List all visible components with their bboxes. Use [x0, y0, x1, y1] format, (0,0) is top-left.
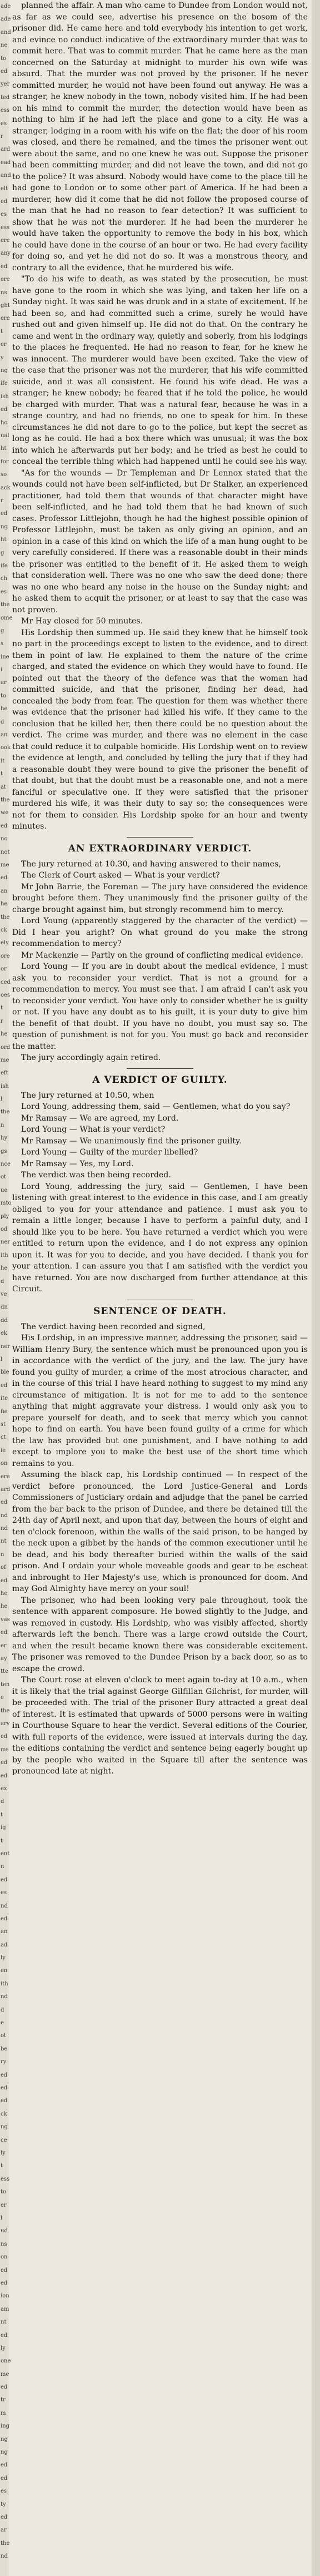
- cutoff-text-fragment: yer: [1, 81, 10, 87]
- cutoff-text-fragment: to: [1, 693, 7, 699]
- article-paragraph: Mr Mackenzie — Partly on the ground of conflicting medical evidence.: [21, 950, 304, 960]
- cutoff-text-fragment: ely: [1, 940, 9, 946]
- article-paragraph: The prisoner, who had been looking very pale throughout, took the sentence with apparent composure. He bowed slightly to the Judge, and was removed in custody. His Lordship, who was visibly affected, shortly afterwards left the bench. There was a large crowd outside the Court, and when the result became known there was considerable excitement. The prisoner was removed to the Dundee Prison by a back door, so as to escape the crowd.: [12, 1596, 308, 1673]
- article-paragraph: The verdict having been recorded and signed,: [21, 1322, 206, 1331]
- article-paragraph: Mr John Barrie, the Foreman — The jury have considered the evidence brought before them. They unanimously find the prisoner guilty of the charge brought against him, but strongly recommend him to mercy.: [12, 882, 308, 914]
- cutoff-text-fragment: ome: [1, 615, 13, 621]
- cutoff-text-fragment: ine: [1, 654, 9, 660]
- cutoff-text-fragment: dn: [1, 1304, 8, 1310]
- cutoff-text-fragment: t: [1, 329, 3, 335]
- article-body-part2: [12, 859, 308, 1064]
- cutoff-text-fragment: g: [1, 628, 4, 634]
- cutoff-text-fragment: ct: [1, 1434, 6, 1440]
- cutoff-text-fragment: ish: [1, 394, 9, 400]
- cutoff-text-fragment: ne: [1, 42, 8, 48]
- cutoff-text-fragment: he: [1, 901, 8, 907]
- cutoff-text-fragment: ten: [1, 1682, 10, 1688]
- heading-extraordinary-verdict: AN EXTRAORDINARY VERDICT.: [68, 843, 252, 854]
- cutoff-text-fragment: and: [1, 29, 11, 36]
- cutoff-text-fragment: e: [1, 2020, 4, 2026]
- cutoff-text-fragment: ig: [1, 1825, 6, 1831]
- cutoff-text-fragment: en: [1, 1968, 8, 1974]
- cutoff-text-fragment: am: [1, 2306, 9, 2312]
- cutoff-text-fragment: ch: [1, 576, 8, 582]
- cutoff-text-fragment: nt: [1, 1538, 7, 1544]
- cutoff-text-fragment: an: [1, 732, 8, 738]
- cutoff-text-fragment: es: [1, 2488, 7, 2494]
- cutoff-text-fragment: ot: [1, 2033, 7, 2039]
- cutoff-text-fragment: an: [1, 1929, 8, 1935]
- cutoff-text-fragment: ore: [1, 953, 10, 959]
- cutoff-text-fragment: ty: [1, 2501, 6, 2508]
- cutoff-text-fragment: ard: [1, 146, 11, 152]
- article-paragraph: The verdict was then being recorded.: [21, 1171, 172, 1180]
- cutoff-text-fragment: nt: [1, 2319, 7, 2325]
- cutoff-text-fragment: ud: [1, 2228, 8, 2234]
- cutoff-text-fragment: ed: [1, 2514, 8, 2520]
- cutoff-text-fragment: ng: [1, 2449, 8, 2455]
- cutoff-text-fragment: ck: [1, 927, 7, 933]
- cutoff-text-fragment: ere: [1, 237, 10, 244]
- cutoff-text-fragment: er: [1, 341, 7, 348]
- cutoff-text-fragment: r: [1, 133, 3, 140]
- cutoff-text-fragment: ed: [1, 875, 8, 881]
- cutoff-text-fragment: r: [1, 498, 3, 504]
- cutoff-text-fragment: for: [1, 459, 9, 465]
- cutoff-text-fragment: ord: [1, 1044, 11, 1051]
- cutoff-text-fragment: ng: [1, 2124, 8, 2130]
- cutoff-text-fragment: any: [1, 250, 11, 256]
- cutoff-text-fragment: ly: [1, 1955, 6, 1961]
- cutoff-text-fragment: ed: [1, 68, 8, 75]
- cutoff-text-fragment: ed: [1, 407, 8, 413]
- heading-sentence-of-death: SENTENCE OF DEATH.: [93, 1305, 227, 1317]
- cutoff-text-fragment: n: [1, 1552, 4, 1558]
- cutoff-text-fragment: oes: [1, 992, 11, 998]
- cutoff-text-fragment: ed: [1, 1629, 8, 1636]
- cutoff-text-fragment: t: [1, 1812, 3, 1818]
- cutoff-text-fragment: it: [1, 758, 5, 764]
- cutoff-text-fragment: d: [1, 719, 4, 725]
- cutoff-text-fragment: ing: [1, 2423, 10, 2429]
- cutoff-text-fragment: od: [1, 1226, 8, 1232]
- cutoff-text-fragment: ade: [1, 3, 11, 9]
- cutoff-text-fragment: t: [1, 771, 3, 777]
- article-paragraph: The jury returned at 10.50, when: [21, 1091, 154, 1100]
- cutoff-text-fragment: to: [1, 2189, 7, 2195]
- cutoff-text-fragment: l: [1, 1096, 3, 1102]
- article-paragraph: Lord Young (apparently staggered by the character of the verdict) — Did I hear you aright? On what ground do you make the strong recommendation to mercy?: [12, 917, 308, 948]
- cutoff-text-fragment: at: [1, 784, 6, 790]
- article-paragraph: The Clerk of Court asked — What is your verdict?: [21, 871, 220, 880]
- cutoff-text-fragment: ry: [1, 2059, 7, 2065]
- cutoff-text-fragment: r: [1, 1018, 3, 1024]
- cutoff-text-fragment: nd: [1, 2553, 8, 2559]
- cutoff-text-fragment: d: [1, 1799, 4, 1805]
- cutoff-text-fragment: ith: [1, 1252, 8, 1259]
- cutoff-text-fragment: me: [1, 1057, 9, 1063]
- cutoff-text-fragment: ng: [1, 2436, 8, 2443]
- cutoff-text-fragment: ho: [1, 420, 8, 426]
- cutoff-text-fragment: ns: [1, 290, 7, 296]
- article-paragraph: Lord Young, addressing the jury, said — Gentlemen, I have been listening with great interest to the evidence in this case, and I am greatly obliged to you for your attendance and patience. I must ask you to remain a little longer, because I have to perform a painful duty, and I should like you to be here. You have returned a verdict which you were entitled to return upon the evidence, and I do not express any opinion upon it. It was for you to decide, and you have decided. I thank you for your attention. I can assure you that I am satisfied with the verdict you have returned. You are now discharged from further attendance at this Circuit.: [12, 1182, 308, 1294]
- cutoff-text-fragment: the: [1, 1708, 10, 1714]
- cutoff-text-fragment: the: [1, 797, 10, 803]
- cutoff-text-fragment: ary: [1, 1721, 10, 1727]
- cutoff-text-fragment: t: [1, 1005, 3, 1011]
- cutoff-text-fragment: ed: [1, 2085, 8, 2091]
- cutoff-text-fragment: ot: [1, 1174, 7, 1180]
- cutoff-text-fragment: nd: [1, 1903, 8, 1909]
- cutoff-text-fragment: to: [1, 56, 7, 62]
- article-paragraph: Mr Ramsay — We unanimously find the prisoner guilty.: [21, 1136, 242, 1146]
- section-rule: [127, 1068, 193, 1069]
- cutoff-text-fragment: s: [1, 641, 4, 647]
- cutoff-text-fragment: l: [1, 1356, 3, 1363]
- cutoff-text-fragment: n: [1, 1864, 4, 1870]
- cutoff-text-fragment: eft: [1, 1070, 8, 1076]
- cutoff-text-fragment: ess: [1, 2176, 10, 2182]
- cutoff-text-fragment: me: [1, 862, 9, 868]
- article-paragraph: Mr Hay closed for 50 minutes.: [21, 617, 143, 626]
- cutoff-text-fragment: elt: [1, 186, 8, 192]
- cutoff-text-fragment: ed: [1, 2332, 8, 2339]
- cutoff-text-fragment: not: [1, 849, 10, 855]
- cutoff-text-fragment: ply: [1, 1213, 9, 1220]
- article-paragraph: "As for the wounds — Dr Templeman and Dr Lennox stated that the wounds could not have been self-inflicted, but Dr Stalker, an experienced practitioner, had told them that wounds of that character might have been self-inflicted, and he had told them that he had known of such cases. Professor Littlejohn, though he had the highest possible opinion of Professor Littlejohn, must be taken as only giving an opinion, and an opinion in a case of this kind on which the life of a man hung ought to be very carefully considered. If there was a reasonable doubt in their minds the prisoner was entitled to the benefit of it. He asked them to weigh that consideration well. There was no one who saw the deed done; there was no one who heard any noise in the house on the Sunday night; and he asked them to acquit the prisoner, or at least to say that the case was not proven.: [12, 468, 308, 615]
- cutoff-text-fragment: er: [1, 2202, 7, 2208]
- cutoff-text-fragment: ar: [1, 2527, 7, 2533]
- article-paragraph: Mr Ramsay — Yes, my Lord.: [21, 1159, 134, 1168]
- cutoff-text-fragment: ly: [1, 2150, 6, 2156]
- article-body-part4: [12, 1321, 308, 1777]
- cutoff-text-fragment: on: [1, 1460, 8, 1467]
- cutoff-text-fragment: ve: [1, 1291, 7, 1297]
- cutoff-text-fragment: d: [1, 2007, 4, 2013]
- cutoff-text-fragment: of: [1, 1564, 6, 1571]
- cutoff-text-fragment: tr: [1, 2397, 6, 2403]
- cutoff-text-fragment: l: [1, 2215, 3, 2221]
- cutoff-text-fragment: t: [1, 2163, 3, 2169]
- cutoff-text-fragment: ion: [1, 2293, 9, 2299]
- cutoff-text-fragment: ack: [1, 485, 11, 491]
- cutoff-text-fragment: ere: [1, 1474, 10, 1480]
- cutoff-text-fragment: ed: [1, 2384, 8, 2390]
- cutoff-text-fragment: ght: [1, 303, 10, 309]
- cutoff-text-fragment: an: [1, 888, 8, 894]
- cutoff-text-fragment: ed: [1, 1733, 8, 1740]
- cutoff-text-fragment: n: [1, 1122, 4, 1128]
- cutoff-text-fragment: ere: [1, 315, 10, 321]
- cutoff-text-fragment: ed: [1, 1578, 8, 1584]
- cutoff-text-fragment: st: [1, 1421, 6, 1428]
- cutoff-text-fragment: ck: [1, 2111, 7, 2117]
- cutoff-text-fragment: ess: [1, 225, 10, 231]
- cutoff-text-fragment: ng: [1, 524, 8, 530]
- cutoff-text-fragment: ns: [1, 2241, 7, 2247]
- cutoff-text-fragment: and: [1, 172, 11, 179]
- article-paragraph: His Lordship, in an impressive manner, addressing the prisoner, said — William Henry Bury, the sentence which must be pronounced upon you is in accordance with the verdict of the jury, and the law. The jury have found you guilty of murder, a crime of the most atrocious character, and in the course of this trial I have heard nothing to suggest to my mind any circumstance of mitigation. It is not for me to add to the sentence anything that might aggravate your distress. I would only ask you to prepare yourself for death, and to seek that mercy which you cannot hope to find on earth. You have been found guilty of a crime for which the law has provided but one punishment, and I have nothing to add except to implore you to make the best use of the short time which remains to you.: [12, 1334, 308, 1468]
- cutoff-text-fragment: ed: [1, 1499, 8, 1505]
- cutoff-text-fragment: i: [1, 667, 3, 673]
- article-paragraph: Lord Young — What is your verdict?: [21, 1125, 166, 1134]
- cutoff-text-fragment: hy: [1, 1135, 8, 1141]
- cutoff-text-fragment: ere: [1, 276, 10, 283]
- cutoff-text-fragment: ed: [1, 2072, 8, 2078]
- heading-verdict-guilty: A VERDICT OF GUILTY.: [92, 1074, 228, 1086]
- cutoff-text-fragment: the: [1, 2540, 10, 2547]
- cutoff-text-fragment: ced: [1, 979, 11, 985]
- cutoff-text-fragment: ed: [1, 1916, 8, 1922]
- article-paragraph: His Lordship then summed up. He said they knew that he himself took no part in the proceedings except to listen to the evidence, and to direct them in point of law. He explained to them the nature of the crime charged, and stated the evidence on which they would have to found. He pointed out that the theory of the defence was that the woman had committed suicide, and that the prisoner, finding her dead, had concealed the body from fear. The question for them was whether there was evidence that the prisoner had killed his wife. If they came to the conclusion that he killed her, then there could be no question about the verdict. The crime was murder, and there was no element in the case that could reduce it to culpable homicide. His Lordship went on to review the evidence at length, and concluded by telling the jury that if they had a reasonable doubt they were bound to give the prisoner the benefit of that doubt, but that the doubt must be a reasonable one, and not a mere fanciful or speculative one. If they were satisfied that the prisoner murdered his wife, it was their duty to say so; the consequences were not for them to consider. His Lordship spoke for an hour and twenty minutes.: [12, 628, 308, 831]
- cutoff-text-fragment: er: [1, 1643, 7, 1649]
- cutoff-text-fragment: ng: [1, 368, 8, 374]
- article-paragraph: Mr Ramsay — We are agreed, my Lord.: [21, 1113, 179, 1123]
- cutoff-text-fragment: ht: [1, 445, 7, 452]
- cutoff-text-fragment: ed: [1, 2462, 8, 2468]
- cutoff-text-fragment: he: [1, 1591, 8, 1597]
- cutoff-text-fragment: ish: [1, 1083, 9, 1089]
- cutoff-text-fragment: on: [1, 2254, 8, 2260]
- cutoff-text-fragment: ed: [1, 1773, 8, 1779]
- cutoff-text-fragment: we: [1, 810, 9, 816]
- cutoff-text-fragment: ual: [1, 433, 9, 439]
- article-body-part1: [12, 0, 308, 833]
- cutoff-text-fragment: ay: [1, 1656, 7, 1662]
- cutoff-text-fragment: g: [1, 550, 4, 556]
- cutoff-text-fragment: ent: [1, 1851, 10, 1857]
- cutoff-text-fragment: no: [1, 836, 8, 842]
- cutoff-text-fragment: ar: [1, 680, 7, 686]
- cutoff-text-fragment: ed: [1, 199, 8, 205]
- cutoff-text-fragment: ed: [1, 2475, 8, 2481]
- article-paragraph: Lord Young — If you are in doubt about the medical evidence, I must ask you to reconsider your verdict. That is not a ground for a recommendation to mercy. You must see that. I am afraid I can't ask you to reconsider your verdict. You have only to consider whether he is guilty or not. If you have any doubt as to his guilt, it is your duty to give him the benefit of that doubt. If you have no doubt, you must say so. The question of punishment is not for you. You must go back and reconsider the matter.: [12, 962, 308, 1051]
- cutoff-text-fragment: the: [1, 602, 10, 608]
- cutoff-text-fragment: ner: [1, 1344, 11, 1350]
- article-paragraph: Assuming the black cap, his Lordship continued — In respect of the verdict before pronounced, the Lord Justice-General and Lords Commissioners of Justiciary ordain and adjudge that the panel be carried from the bar back to the prison of Dundee, and there be detained till the 24th day of April next, and upon that day, between the hours of eight and ten o'clock forenoon, within the walls of the said prison, to be hanged by the neck upon a gibbet by the hands of the common executioner until he be dead, and his body thereafter buried within the walls of the said prison. And I ordain your whole moveable goods and gear to be escheat and inbrought to Her Majesty's use, which is pronounced for doom. And may God Almighty have mercy on your soul!: [12, 1470, 308, 1593]
- left-column-fragment: [0, 0, 13, 2576]
- cutoff-text-fragment: nd: [1, 1525, 8, 1532]
- cutoff-text-fragment: ce: [1, 2137, 7, 2143]
- cutoff-text-fragment: ed: [1, 1760, 8, 1766]
- cutoff-text-fragment: fie: [1, 1409, 8, 1415]
- article-body-part3: [12, 1090, 308, 1295]
- cutoff-text-fragment: ek: [1, 1330, 7, 1336]
- cutoff-text-fragment: ted: [1, 95, 10, 101]
- article-paragraph: Lord Young — Guilty of the murder libelled?: [21, 1148, 198, 1157]
- cutoff-text-fragment: vas: [1, 1617, 10, 1623]
- cutoff-text-fragment: ex: [1, 1786, 7, 1792]
- cutoff-text-fragment: ie: [1, 1448, 6, 1454]
- cutoff-text-fragment: gs: [1, 1148, 7, 1155]
- article-paragraph: "To do his wife to death, as was stated by the prosecution, he must have gone to the room in which she was lying, and taken her life on a Sunday night. It was said he was drunk and in a state of excitement. If he had been so, and had committed such a crime, surely he would have rushed out and given himself up. He did not do that. On the contrary he came and went in the ordinary way, quietly and soberly, from his lodgings to the places he frequented. He had no reason to fear, for he knew he was innocent. The murderer would have been excited. Take the view of the case that the prisoner was not the murderer, that his wife committed suicide, and it was all consistent. He found his wife dead. He was a stranger; he knew nobody; he feared that if he told the police, he would be charged with murder. That was a natural fear, because he was in a strange country, and had no friends, no one to speak for him. In these circumstances he did not dare to go to the police, but kept the secret as long as he could. He had a box there which was unusual; it was the box into which he afterwards put her body; and he tried as best he could to conceal the terrible thing which had happened until he could see his way.: [12, 275, 308, 466]
- cutoff-text-fragment: tte: [1, 1668, 8, 1675]
- cutoff-text-fragment: ner: [1, 1239, 11, 1245]
- cutoff-text-fragment: so: [1, 472, 7, 478]
- cutoff-text-fragment: ed: [1, 823, 8, 829]
- cutoff-text-fragment: he: [1, 1265, 8, 1271]
- cutoff-text-fragment: or: [1, 966, 7, 972]
- cutoff-text-fragment: es: [1, 589, 7, 595]
- cutoff-text-fragment: ite: [1, 1395, 8, 1401]
- cutoff-text-fragment: ms: [1, 1747, 9, 1753]
- cutoff-text-fragment: the: [1, 914, 10, 920]
- cutoff-text-fragment: nd: [1, 1994, 8, 2000]
- cutoff-text-fragment: nce: [1, 1161, 11, 1167]
- cutoff-text-fragment: ly: [1, 2345, 6, 2351]
- cutoff-text-fragment: ed: [1, 1383, 8, 1389]
- cutoff-text-fragment: dd: [1, 1317, 8, 1324]
- article-paragraph: planned the affair. A man who came to Dundee from London would not, as far as we could see, advertise his presence on the bosom of the prisoner did. He came here and told everybody his intention to get work, and evince no conduct indicative of the extraordinary murder that was to commit here. That was to commit murder. That he came here as the man concerned on the Saturday at midnight to murder his own wife was absurd. That the murder was not proved by the prisoner. If he never committed murder, he would not have been found out anyway. He was a stranger, he knew nobody in the town, nobody visited him. If he had been on his mind to commit the murder, the detection would have been as nothing to him if he had left the place and gone to a city. He was a stranger, lodging in a room with his wife on the flat; the door of his room was closed, and there he remained, and the times the prisoner went out were about the same, and no one knew he was out. Suppose the prisoner had been committing murder, and did not leave the town, and did not go to the police? It was absurd. Nobody would have come to the place till he had gone to London or to some other part of America. If he had been a murderer, how did it come that he did not follow the proposed course of the man that he had no reason to fear detection? It was sufficient to show that he was not the murderer. If he had been the murderer he would have taken the opportunity to remove the body in his box, which he could have done in the course of an hour or two. He had every facility for doing so, and yet he did not do so. It was a monstrous theory, and contrary to all the evidence, that he murdered his wife.: [12, 1, 308, 273]
- article-paragraph: The jury accordingly again retired.: [21, 1053, 161, 1062]
- cutoff-text-fragment: one: [1, 2358, 11, 2364]
- cutoff-text-fragment: ade: [1, 16, 11, 22]
- cutoff-text-fragment: es: [1, 1890, 7, 1896]
- cutoff-text-fragment: t: [1, 1838, 3, 1844]
- cutoff-text-fragment: me: [1, 2371, 9, 2377]
- section-rule: [127, 837, 193, 838]
- page-edge: [312, 0, 320, 2576]
- cutoff-text-fragment: es: [1, 121, 7, 127]
- cutoff-text-fragment: the: [1, 1109, 10, 1115]
- cutoff-text-fragment: ad: [1, 1942, 8, 1948]
- cutoff-text-fragment: ead: [1, 160, 11, 166]
- article-paragraph: The jury returned at 10.30, and having answered to their names,: [21, 859, 281, 869]
- article-paragraph: Lord Young, addressing them, said — Gentlemen, what do you say?: [21, 1102, 291, 1111]
- cutoff-text-fragment: ed: [1, 2280, 8, 2286]
- article-column: [12, 0, 308, 2576]
- cutoff-text-fragment: nd: [1, 1513, 8, 1519]
- cutoff-text-fragment: ed: [1, 2098, 8, 2104]
- cutoff-text-fragment: ed: [1, 264, 8, 270]
- cutoff-text-fragment: be: [1, 2046, 8, 2052]
- cutoff-text-fragment: he: [1, 706, 8, 712]
- cutoff-text-fragment: ue: [1, 1187, 8, 1193]
- cutoff-text-fragment: m: [1, 2410, 6, 2416]
- cutoff-text-fragment: d: [1, 1279, 4, 1285]
- cutoff-text-fragment: ife: [1, 563, 8, 569]
- cutoff-text-fragment: es: [1, 211, 7, 217]
- cutoff-text-fragment: he: [1, 1603, 8, 1609]
- cutoff-text-fragment: ess: [1, 107, 10, 113]
- cutoff-text-fragment: he: [1, 1031, 8, 1037]
- cutoff-text-fragment: ble: [1, 1369, 9, 1375]
- cutoff-text-fragment: ed: [1, 1877, 8, 1883]
- cutoff-text-fragment: e: [1, 1695, 4, 1701]
- cutoff-text-fragment: mto: [1, 1200, 12, 1206]
- article-paragraph: The Court rose at eleven o'clock to meet again to-day at 10 a.m., when it is likely that the trial against George Gilfillan Gilchrist, for murder, will be proceeded with. The trial of the prisoner Bury attracted a great deal of interest. It is estimated that upwards of 5000 persons were in waiting in Courthouse Square to hear the verdict. Several editions of the Courier, with full reports of the evidence, were issued at intervals during the day, the editions containing the verdict and sentence being eagerly bought up by the people who waited in the Square till after the sentence was pronounced late at night.: [12, 1676, 308, 1776]
- cutoff-text-fragment: ife: [1, 380, 8, 387]
- cutoff-text-fragment: y: [1, 355, 4, 361]
- cutoff-text-fragment: ed: [1, 2267, 8, 2273]
- cutoff-text-fragment: ard: [1, 1487, 11, 1493]
- cutoff-text-fragment: ed: [1, 511, 8, 517]
- cutoff-text-fragment: ook: [1, 745, 11, 751]
- cutoff-text-fragment: ht: [1, 537, 7, 543]
- cutoff-text-fragment: ith: [1, 1981, 8, 1987]
